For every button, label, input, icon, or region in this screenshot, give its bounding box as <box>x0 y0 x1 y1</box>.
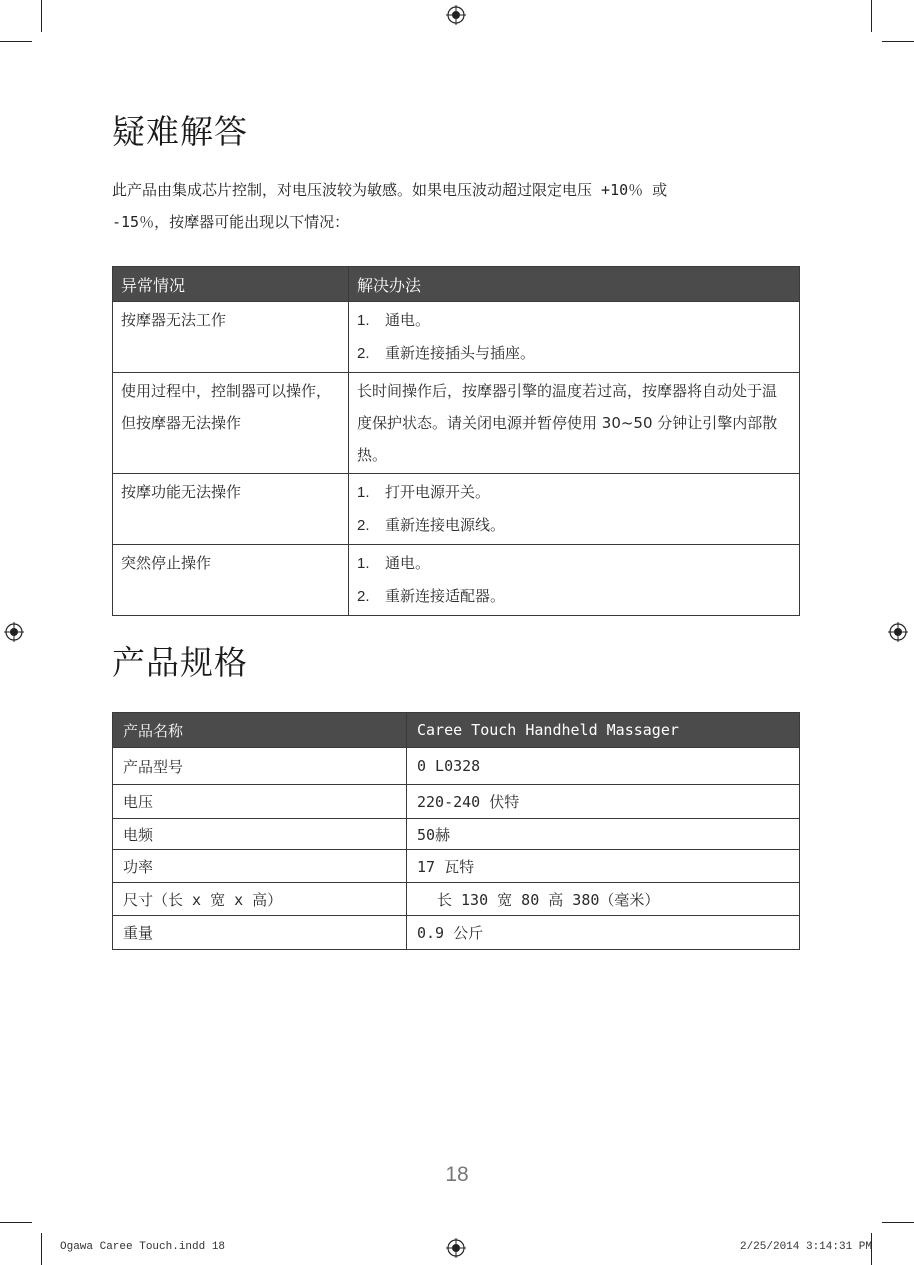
list-item <box>357 509 791 542</box>
spec-label: 功率 <box>113 850 407 883</box>
table-row <box>113 545 800 616</box>
table-row <box>113 474 800 545</box>
troubleshooting-table <box>112 266 800 616</box>
list-number: 2. <box>357 588 370 605</box>
spec-value: 0 L0328 <box>407 748 800 785</box>
table-row <box>113 883 800 916</box>
spec-value: 0.9 公斤 <box>407 916 800 950</box>
registration-mark-icon <box>888 622 908 642</box>
crop-mark <box>0 41 32 42</box>
list-number: 1. <box>357 555 370 572</box>
crop-mark <box>882 1222 914 1223</box>
column-header-problem: 异常情况 <box>113 267 349 302</box>
list-item <box>357 580 791 613</box>
table-row <box>113 373 800 474</box>
spec-label: 产品名称 <box>113 713 407 748</box>
problem-cell: 按摩功能无法操作 <box>113 474 349 545</box>
spec-label: 产品型号 <box>113 748 407 785</box>
problem-cell: 按摩器无法工作 <box>113 302 349 373</box>
table-row <box>113 819 800 850</box>
spec-value: 220-240 伏特 <box>407 785 800 819</box>
solution-cell <box>349 474 800 545</box>
list-number: 2. <box>357 517 370 534</box>
solution-list <box>357 304 791 370</box>
crop-mark <box>41 0 42 32</box>
crop-mark <box>0 1222 32 1223</box>
specs-table <box>112 712 800 950</box>
crop-mark <box>41 1233 42 1265</box>
spec-label: 电压 <box>113 785 407 819</box>
list-text: 通电。 <box>385 554 431 572</box>
solution-cell <box>349 545 800 616</box>
list-item <box>357 547 791 580</box>
intro-line: -15％，按摩器可能出现以下情况： <box>112 213 350 231</box>
table-row <box>113 785 800 819</box>
crop-mark <box>882 41 914 42</box>
crop-mark <box>871 0 872 32</box>
page-number: 18 <box>445 1163 469 1186</box>
slug-timestamp: 2/25/2014 3:14:31 PM <box>739 1241 872 1253</box>
intro-paragraph <box>112 174 792 238</box>
spec-value: Caree Touch Handheld Massager <box>407 713 800 748</box>
solution-cell: 长时间操作后，按摩器引擎的温度若过高，按摩器将自动处于温度保护状态。请关闭电源并暂停使用 30~50 分钟让引擎内部散热。 <box>349 373 800 474</box>
list-text: 重新连接适配器。 <box>385 587 506 605</box>
spec-label: 电频 <box>113 819 407 850</box>
table-row <box>113 916 800 950</box>
registration-mark-icon <box>446 1238 466 1258</box>
list-text: 重新连接电源线。 <box>385 516 506 534</box>
problem-cell: 使用过程中，控制器可以操作，但按摩器无法操作 <box>113 373 349 474</box>
column-header-solution: 解决办法 <box>349 267 800 302</box>
list-text: 打开电源开关。 <box>385 483 491 501</box>
troubleshooting-title: 疑难解答 <box>112 112 248 151</box>
registration-mark-icon <box>446 5 466 25</box>
specs-title: 产品规格 <box>112 643 248 682</box>
spec-value: 长 130 宽 80 高 380（毫米） <box>407 883 800 916</box>
spec-value: 50赫 <box>407 819 800 850</box>
solution-cell <box>349 302 800 373</box>
slug-file-info: Ogawa Caree Touch.indd 18 <box>60 1241 226 1253</box>
table-row <box>113 850 800 883</box>
spec-value: 17 瓦特 <box>407 850 800 883</box>
registration-mark-icon <box>4 622 24 642</box>
list-item <box>357 476 791 509</box>
solution-list <box>357 476 791 542</box>
list-number: 1. <box>357 484 370 501</box>
spec-label: 重量 <box>113 916 407 950</box>
list-number: 1. <box>357 312 370 329</box>
intro-line: 此产品由集成芯片控制，对电压波较为敏感。如果电压波动超过限定电压 +10％ 或 <box>112 181 668 199</box>
solution-list <box>357 547 791 613</box>
list-item <box>357 337 791 370</box>
list-item <box>357 304 791 337</box>
list-text: 重新连接插头与插座。 <box>385 344 536 362</box>
list-number: 2. <box>357 345 370 362</box>
table-header-row <box>113 713 800 748</box>
spec-label: 尺寸（长 x 宽 x 高） <box>113 883 407 916</box>
table-header-row <box>113 267 800 302</box>
table-row <box>113 748 800 785</box>
problem-cell: 突然停止操作 <box>113 545 349 616</box>
table-row <box>113 302 800 373</box>
list-text: 通电。 <box>385 311 431 329</box>
